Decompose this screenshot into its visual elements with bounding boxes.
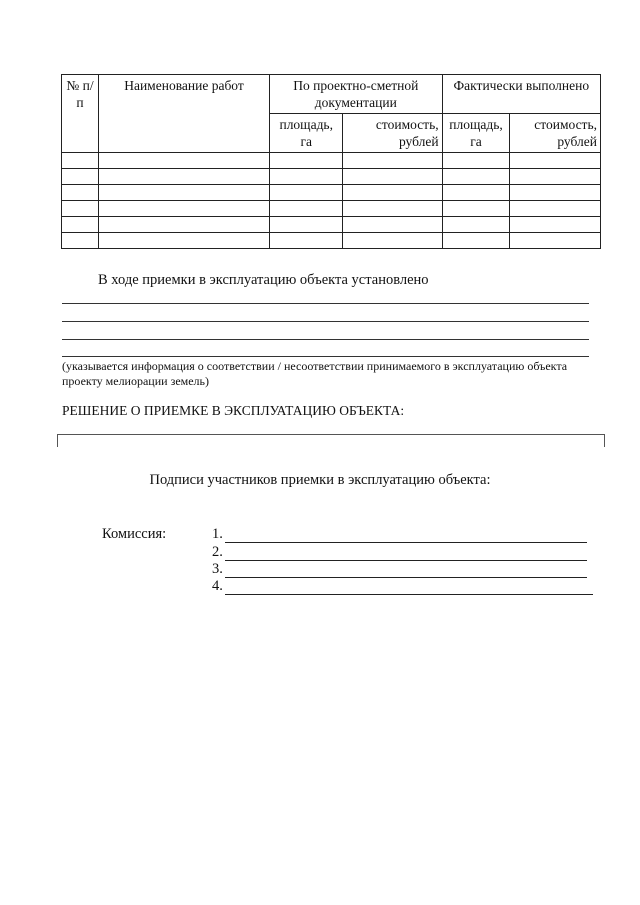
table-row	[62, 201, 601, 217]
table-cell[interactable]	[343, 153, 442, 169]
table-cell[interactable]	[99, 201, 270, 217]
fill-line[interactable]	[62, 356, 589, 357]
table-cell[interactable]	[343, 201, 442, 217]
table-cell[interactable]	[442, 217, 510, 233]
table-cell[interactable]	[270, 169, 343, 185]
signature-field[interactable]	[225, 563, 587, 578]
signatures-title: Подписи участников приемки в эксплуатацию объекта:	[149, 472, 491, 488]
signature-line-4[interactable]	[212, 578, 593, 595]
table-cell[interactable]	[442, 233, 510, 249]
table-cell[interactable]	[510, 153, 601, 169]
signature-field[interactable]	[225, 546, 587, 561]
table-row	[62, 153, 601, 169]
table-cell[interactable]	[442, 153, 510, 169]
table-cell[interactable]	[270, 233, 343, 249]
table-cell[interactable]	[99, 169, 270, 185]
table-row	[62, 169, 601, 185]
fill-line[interactable]	[62, 321, 589, 322]
table-cell[interactable]	[442, 169, 510, 185]
table-cell[interactable]	[270, 217, 343, 233]
table-cell[interactable]	[510, 169, 601, 185]
table-cell[interactable]	[62, 185, 99, 201]
table-cell[interactable]	[442, 185, 510, 201]
subheader-project-cost: стоимость, рублей	[343, 114, 442, 153]
table-cell[interactable]	[343, 233, 442, 249]
table-cell[interactable]	[62, 201, 99, 217]
decision-box	[57, 434, 605, 447]
acceptance-text: В ходе приемки в эксплуатацию объекта установлено	[98, 272, 429, 288]
table-cell[interactable]	[442, 201, 510, 217]
fill-line[interactable]	[62, 303, 589, 304]
table-cell[interactable]	[99, 233, 270, 249]
signature-line-2[interactable]	[212, 544, 587, 561]
signature-field[interactable]	[225, 528, 587, 543]
signature-line-1[interactable]	[212, 526, 587, 543]
table-cell[interactable]	[510, 233, 601, 249]
note-text: (указывается информация о соответствии / несоответствии принимаемого в эксплуатацию объекта проекту мелиорации земель)	[62, 359, 568, 388]
table-cell[interactable]	[510, 201, 601, 217]
signature-number: 4.	[212, 578, 223, 594]
works-table	[61, 74, 601, 249]
table-row	[62, 185, 601, 201]
table-cell[interactable]	[270, 153, 343, 169]
table-cell[interactable]	[62, 233, 99, 249]
table-cell[interactable]	[62, 217, 99, 233]
signature-number: 1.	[212, 526, 223, 542]
table-cell[interactable]	[99, 153, 270, 169]
signature-field[interactable]	[225, 580, 593, 595]
signature-line-3[interactable]	[212, 561, 587, 578]
table-body	[62, 153, 601, 249]
header-number: № п/п	[62, 75, 99, 153]
subheader-actual-area: площадь, га	[442, 114, 510, 153]
signature-number: 3.	[212, 561, 223, 577]
signature-number: 2.	[212, 544, 223, 560]
subheader-actual-cost: стоимость, рублей	[510, 114, 601, 153]
table-cell[interactable]	[99, 185, 270, 201]
table-cell[interactable]	[270, 201, 343, 217]
table-row	[62, 217, 601, 233]
table-row	[62, 233, 601, 249]
table-cell[interactable]	[270, 185, 343, 201]
table-cell[interactable]	[62, 153, 99, 169]
table-cell[interactable]	[510, 217, 601, 233]
subheader-project-area: площадь, га	[270, 114, 343, 153]
table-cell[interactable]	[343, 185, 442, 201]
table-header-row	[62, 75, 601, 114]
header-work-name: Наименование работ	[99, 75, 270, 153]
decision-heading: РЕШЕНИЕ О ПРИЕМКЕ В ЭКСПЛУАТАЦИЮ ОБЪЕКТА:	[62, 403, 405, 418]
header-project: По проектно-сметной документации	[270, 75, 443, 114]
header-actual: Фактически выполнено	[442, 75, 600, 114]
table-cell[interactable]	[510, 185, 601, 201]
table-cell[interactable]	[99, 217, 270, 233]
table-cell[interactable]	[343, 217, 442, 233]
commission-label: Комиссия:	[102, 526, 167, 542]
table-cell[interactable]	[62, 169, 99, 185]
table-cell[interactable]	[343, 169, 442, 185]
fill-line[interactable]	[62, 339, 589, 340]
